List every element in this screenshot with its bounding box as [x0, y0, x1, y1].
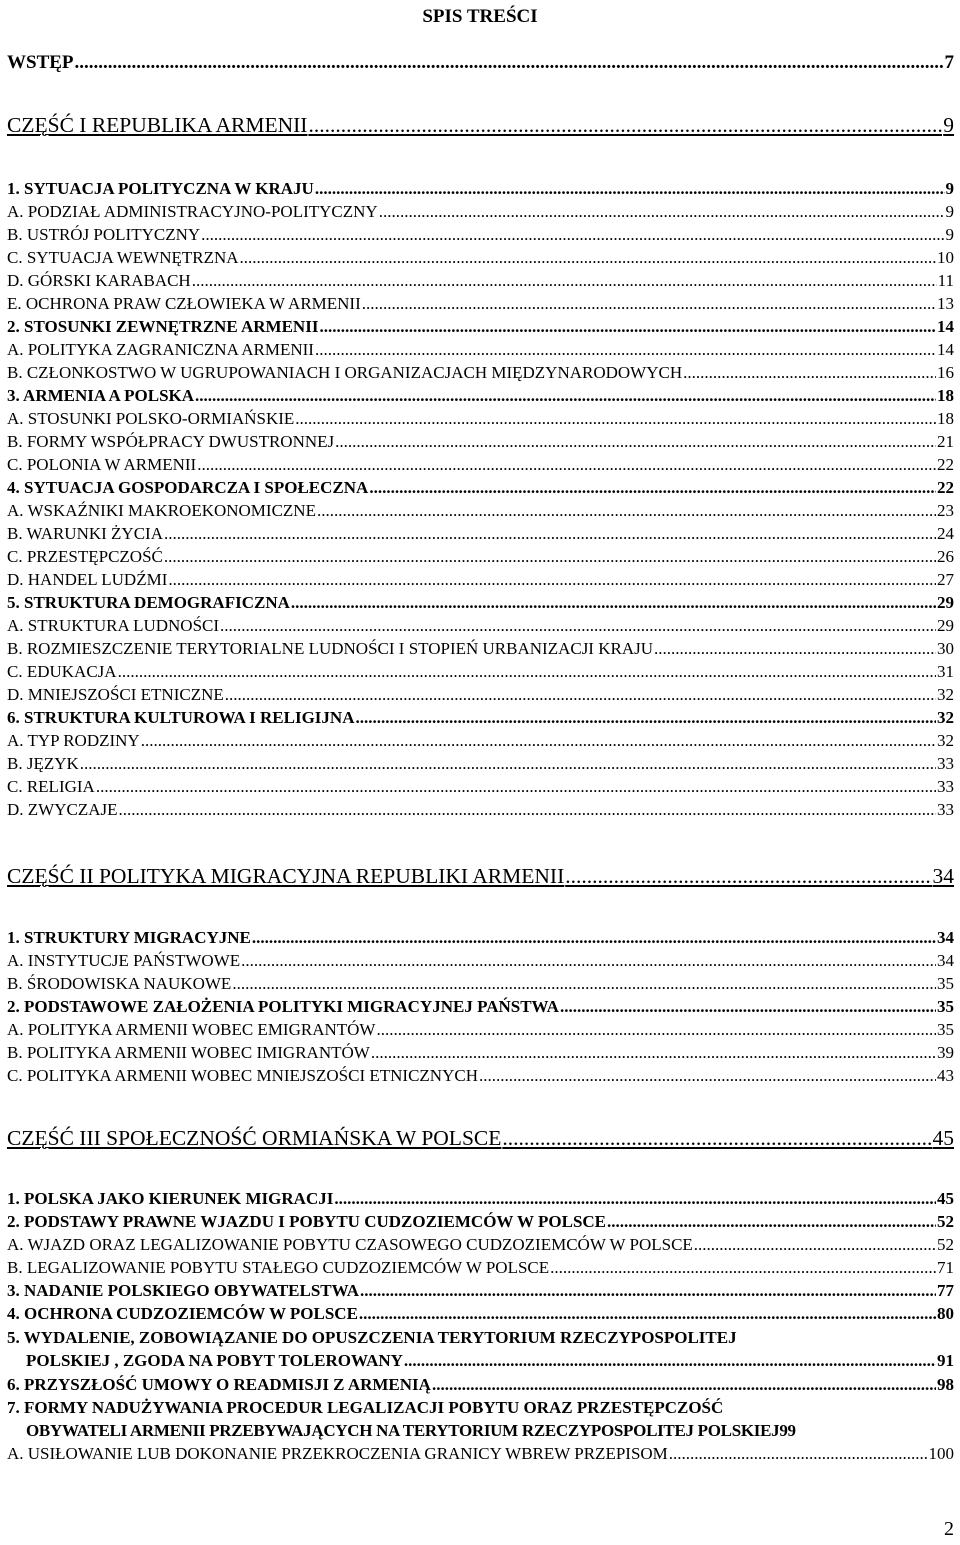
- toc-entry[interactable]: [7, 755, 954, 772]
- toc-entry[interactable]: [7, 341, 954, 358]
- toc-entry-page: 30: [937, 639, 954, 658]
- toc-entry[interactable]: [7, 502, 954, 519]
- toc-entry-page: 29: [937, 616, 954, 635]
- toc-entry[interactable]: [7, 663, 954, 680]
- toc-entry[interactable]: [7, 975, 954, 992]
- toc-entry[interactable]: [7, 203, 954, 220]
- toc-entry-page: 98: [937, 1375, 954, 1394]
- toc-entry-page: 71: [937, 1258, 954, 1277]
- leader-dots: [118, 801, 936, 818]
- toc-entry-page: 23: [937, 501, 954, 520]
- toc-entry-label: A. INSTYTUCJE PAŃSTWOWE: [7, 951, 241, 970]
- toc-entry-label: CZĘŚĆ I REPUBLIKA ARMENII: [7, 113, 308, 137]
- toc-part-1[interactable]: [7, 115, 954, 137]
- toc-entry[interactable]: [7, 1067, 954, 1084]
- leader-dots: [308, 115, 942, 137]
- toc-entry-page: 27: [937, 570, 954, 589]
- toc-entry-label: CZĘŚĆ III SPOŁECZNOŚĆ ORMIAŃSKA W POLSCE: [7, 1126, 502, 1150]
- toc-entry[interactable]: [7, 180, 954, 197]
- leader-dots: [80, 755, 936, 772]
- toc-entry-page: 99: [779, 1421, 796, 1440]
- toc-entry[interactable]: [7, 272, 954, 289]
- toc-entry-label: A. WJAZD ORAZ LEGALIZOWANIE POBYTU CZASOWEGO CUDZOZIEMCÓW W POLSCE: [7, 1235, 693, 1254]
- leader-dots: [369, 479, 936, 496]
- toc-entry-page: 35: [937, 974, 954, 993]
- toc-entry-label: 2. PODSTAWOWE ZAŁOŻENIA POLITYKI MIGRACYJNEJ PAŃSTWA: [7, 997, 559, 1016]
- toc-entry[interactable]: [7, 1190, 954, 1207]
- toc-entry[interactable]: [7, 295, 954, 312]
- toc-entry-7a[interactable]: [7, 1445, 954, 1462]
- toc-entry-label: 1. SYTUACJA POLITYCZNA W KRAJU: [7, 179, 314, 198]
- toc-entry-page: 32: [937, 708, 954, 727]
- toc-entry-label: 4. SYTUACJA GOSPODARCZA I SPOŁECZNA: [7, 478, 369, 497]
- toc-entry-label: A. USIŁOWANIE LUB DOKONANIE PRZEKROCZENIA GRANICY WBREW PRZEPISOM: [7, 1444, 668, 1463]
- toc-entry-page: 45: [932, 1126, 954, 1150]
- toc-entry-6[interactable]: [7, 1376, 954, 1393]
- toc-entry-page: 33: [937, 754, 954, 773]
- toc-entry-label: 2. STOSUNKI ZEWNĘTRZNE ARMENII: [7, 317, 319, 336]
- page-number: 2: [944, 1518, 954, 1540]
- toc-entry-page: 9: [945, 179, 954, 198]
- toc-entry-page: 13: [937, 294, 954, 313]
- toc-entry-page: 11: [937, 271, 954, 290]
- toc-entry[interactable]: [7, 709, 954, 726]
- toc-entry-label: A. POLITYKA ZAGRANICZNA ARMENII: [7, 340, 314, 359]
- leader-dots: [607, 1213, 936, 1230]
- leader-dots: [315, 341, 936, 358]
- leader-dots: [220, 617, 936, 634]
- leader-dots: [164, 525, 936, 542]
- toc-entry-label: E. OCHRONA PRAW CZŁOWIEKA W ARMENII: [7, 294, 361, 313]
- toc-entry[interactable]: [7, 226, 954, 243]
- toc-entry-label: D. GÓRSKI KARABACH: [7, 271, 191, 290]
- toc-entry-label: B. FORMY WSPÓŁPRACY DWUSTRONNEJ: [7, 432, 335, 451]
- leader-dots: [334, 1190, 936, 1207]
- toc-entry-label: 4. OCHRONA CUDZOZIEMCÓW W POLSCE: [7, 1304, 358, 1323]
- leader-dots: [360, 1282, 936, 1299]
- toc-entry[interactable]: [7, 525, 954, 542]
- toc-part-2[interactable]: [7, 866, 954, 888]
- leader-dots: [404, 1352, 936, 1369]
- toc-entry-label: 1. STRUKTURY MIGRACYJNE: [7, 928, 251, 947]
- leader-dots: [683, 364, 936, 381]
- leader-dots: [355, 709, 936, 726]
- leader-dots: [432, 1376, 936, 1393]
- leader-dots: [669, 1445, 928, 1462]
- toc-entry-page: 33: [937, 800, 954, 819]
- toc-entry-page: 9: [945, 202, 954, 221]
- toc-entry[interactable]: [7, 929, 954, 946]
- leader-dots: [376, 1021, 936, 1038]
- leader-dots: [192, 272, 937, 289]
- leader-dots: [195, 387, 936, 404]
- leader-dots: [379, 203, 945, 220]
- toc-entry-5[interactable]: [26, 1352, 954, 1369]
- toc-entry-label: C. POLONIA W ARMENII: [7, 455, 197, 474]
- toc-entry-label: B. ŚRODOWISKA NAUKOWE: [7, 974, 232, 993]
- toc-entry[interactable]: [7, 1305, 954, 1322]
- toc-entry-page: 10: [937, 248, 954, 267]
- toc-entry[interactable]: [7, 732, 954, 749]
- toc-entry[interactable]: [7, 594, 954, 611]
- toc-part-3[interactable]: [7, 1128, 954, 1150]
- toc-entry-page: 24: [937, 524, 954, 543]
- toc-entry-page: 77: [937, 1281, 954, 1300]
- toc-entry-label: B. USTRÓJ POLITYCZNY: [7, 225, 201, 244]
- toc-entry-label: B. CZŁONKOSTWO W UGRUPOWANIACH I ORGANIZACJACH MIĘDZYNARODOWYCH: [7, 363, 683, 382]
- leader-dots: [315, 180, 945, 197]
- toc-entry[interactable]: [7, 1259, 954, 1276]
- leader-dots: [295, 410, 936, 427]
- toc-entry[interactable]: [7, 952, 954, 969]
- toc-entry-label: POLSKIEJ , ZGODA NA POBYT TOLEROWANY: [26, 1351, 403, 1370]
- leader-dots: [118, 663, 936, 680]
- toc-entry-page: 52: [937, 1212, 954, 1231]
- toc-entry[interactable]: [7, 1282, 954, 1299]
- leader-dots: [479, 1067, 936, 1084]
- toc-entry[interactable]: [7, 318, 954, 335]
- toc-entry-label: A. STOSUNKI POLSKO-ORMIAŃSKIE: [7, 409, 295, 428]
- toc-entry[interactable]: [7, 1044, 954, 1061]
- toc-entry-label: C. RELIGIA: [7, 777, 95, 796]
- leader-dots: [319, 318, 936, 335]
- toc-entry-page: 52: [937, 1235, 954, 1254]
- toc-entry-label: C. EDUKACJA: [7, 662, 117, 681]
- toc-entry-label: 1. POLSKA JAKO KIERUNEK MIGRACJI: [7, 1189, 334, 1208]
- toc-entry-page: 9: [943, 113, 954, 137]
- toc-entry[interactable]: [7, 686, 954, 703]
- toc-entry-page: 100: [928, 1444, 954, 1463]
- toc-entry-page: 31: [937, 662, 954, 681]
- toc-entry[interactable]: [7, 364, 954, 381]
- toc-entry-page: 34: [932, 864, 954, 888]
- toc-entry-page: 26: [937, 547, 954, 566]
- toc-entry-label: A. POLITYKA ARMENII WOBEC EMIGRANTÓW: [7, 1020, 376, 1039]
- leader-dots: [75, 53, 944, 72]
- toc-entry-label: 2. PODSTAWY PRAWNE WJAZDU I POBYTU CUDZOZIEMCÓW W POLSCE: [7, 1212, 607, 1231]
- leader-dots: [240, 249, 936, 266]
- toc-entry[interactable]: [7, 548, 954, 565]
- leader-dots: [201, 226, 944, 243]
- toc-entry-label: C. POLITYKA ARMENII WOBEC MNIEJSZOŚCI ETNICZNYCH: [7, 1066, 478, 1085]
- toc-entry-page: 80: [937, 1304, 954, 1323]
- toc-entry-label: OBYWATELI ARMENII PRZEBYWAJĄCYCH NA TERYTORIUM RZECZYPOSPOLITEJ POLSKIEJ: [26, 1421, 780, 1440]
- toc-entry[interactable]: [7, 778, 954, 795]
- toc-entry[interactable]: [7, 640, 954, 657]
- toc-entry[interactable]: [7, 571, 954, 588]
- toc-entry-label: B. POLITYKA ARMENII WOBEC IMIGRANTÓW: [7, 1043, 370, 1062]
- leader-dots: [359, 1305, 936, 1322]
- leader-dots: [317, 502, 936, 519]
- toc-entry-label: A. PODZIAŁ ADMINISTRACYJNO-POLITYCZNY: [7, 202, 378, 221]
- leader-dots: [141, 732, 936, 749]
- toc-entry-label: D. MNIEJSZOŚCI ETNICZNE: [7, 685, 224, 704]
- toc-entry-label: B. ROZMIESZCZENIE TERYTORIALNE LUDNOŚCI I STOPIEŃ URBANIZACJI KRAJU: [7, 639, 654, 658]
- toc-entry[interactable]: [7, 1236, 954, 1253]
- toc-entry-page: 43: [937, 1066, 954, 1085]
- toc-entry[interactable]: [7, 1021, 954, 1038]
- leader-dots: [168, 571, 936, 588]
- toc-entry-label: B. LEGALIZOWANIE POBYTU STAŁEGO CUDZOZIEMCÓW W POLSCE: [7, 1258, 550, 1277]
- leader-dots: [560, 998, 936, 1015]
- toc-entry-page: 16: [937, 363, 954, 382]
- leader-dots: [335, 433, 936, 450]
- toc-entry-page: 33: [937, 777, 954, 796]
- toc-entry-label: D. HANDEL LUDŹMI: [7, 570, 168, 589]
- toc-entry[interactable]: [7, 998, 954, 1015]
- toc-entry[interactable]: [7, 433, 954, 450]
- toc-entry-page: 14: [937, 317, 954, 336]
- toc-entry-page: 22: [937, 478, 954, 497]
- toc-entry-page: 34: [937, 951, 954, 970]
- toc-entry-label: 6. PRZYSZŁOŚĆ UMOWY O READMISJI Z ARMENIĄ: [7, 1375, 431, 1394]
- toc-entry-page: 45: [937, 1189, 954, 1208]
- toc-entry-label: WSTĘP: [7, 52, 74, 73]
- toc-entry-label: CZĘŚĆ II POLITYKA MIGRACYJNA REPUBLIKI ARMENII: [7, 864, 565, 888]
- toc-entry-label: A. STRUKTURA LUDNOŚCI: [7, 616, 220, 635]
- toc-entry[interactable]: [7, 249, 954, 266]
- page-title: SPIS TREŚCI: [422, 6, 538, 27]
- toc-entry-5-line1[interactable]: 5. WYDALENIE, ZOBOWIĄZANIE DO OPUSZCZENIA TERYTORIUM RZECZYPOSPOLITEJ: [7, 1328, 737, 1347]
- toc-entry-page: 14: [937, 340, 954, 359]
- toc-entry-page: 9: [945, 225, 954, 244]
- leader-dots: [241, 952, 936, 969]
- leader-dots: [565, 866, 931, 888]
- toc-entry-page: 91: [937, 1351, 954, 1370]
- toc-entry-page: 39: [937, 1043, 954, 1062]
- toc-entry-label: 3. NADANIE POLSKIEGO OBYWATELSTWA: [7, 1281, 360, 1300]
- toc-entry[interactable]: [7, 456, 954, 473]
- leader-dots: [252, 929, 936, 946]
- toc-entry-label: D. ZWYCZAJE: [7, 800, 118, 819]
- toc-entry-page: 18: [937, 409, 954, 428]
- toc-entry[interactable]: [7, 1213, 954, 1230]
- toc-entry-page: 35: [937, 1020, 954, 1039]
- toc-entry-page: 29: [937, 593, 954, 612]
- toc-entry-page: 18: [937, 386, 954, 405]
- toc-entry[interactable]: [7, 387, 954, 404]
- toc-entry[interactable]: [7, 801, 954, 818]
- leader-dots: [232, 975, 936, 992]
- toc-entry-label: 5. STRUKTURA DEMOGRAFICZNA: [7, 593, 290, 612]
- toc-entry-page: 35: [937, 997, 954, 1016]
- toc-entry-page: 32: [937, 731, 954, 750]
- leader-dots: [164, 548, 936, 565]
- leader-dots: [654, 640, 936, 657]
- toc-entry-7-line1[interactable]: 7. FORMY NADUŻYWANIA PROCEDUR LEGALIZACJI POBYTU ORAZ PRZESTĘPCZOŚĆ: [7, 1398, 724, 1417]
- toc-entry-label: 3. ARMENIA A POLSKA: [7, 386, 195, 405]
- leader-dots: [371, 1044, 936, 1061]
- toc-entry-label: A. TYP RODZINY: [7, 731, 140, 750]
- toc-entry-intro[interactable]: [7, 53, 954, 72]
- toc-entry-label: C. SYTUACJA WEWNĘTRZNA: [7, 248, 239, 267]
- leader-dots: [550, 1259, 936, 1276]
- leader-dots: [96, 778, 936, 795]
- toc-entry-7[interactable]: [26, 1422, 796, 1439]
- toc-entry-page: 22: [937, 455, 954, 474]
- leader-dots: [225, 686, 936, 703]
- toc-entry[interactable]: [7, 479, 954, 496]
- toc-entry-label: C. PRZESTĘPCZOŚĆ: [7, 547, 163, 566]
- leader-dots: [291, 594, 936, 611]
- leader-dots: [197, 456, 936, 473]
- leader-dots: [694, 1236, 936, 1253]
- leader-dots: [362, 295, 936, 312]
- toc-entry-page: 21: [937, 432, 954, 451]
- toc-entry-page: 32: [937, 685, 954, 704]
- toc-entry[interactable]: [7, 410, 954, 427]
- toc-entry-label: A. WSKAŹNIKI MAKROEKONOMICZNE: [7, 501, 316, 520]
- toc-entry-page: 34: [937, 928, 954, 947]
- leader-dots: [502, 1128, 931, 1150]
- toc-entry-label: 6. STRUKTURA KULTUROWA I RELIGIJNA: [7, 708, 355, 727]
- toc-entry-label: B. JĘZYK: [7, 754, 79, 773]
- toc-entry-label: B. WARUNKI ŻYCIA: [7, 524, 163, 543]
- toc-entry-page: 7: [944, 52, 954, 73]
- toc-entry[interactable]: [7, 617, 954, 634]
